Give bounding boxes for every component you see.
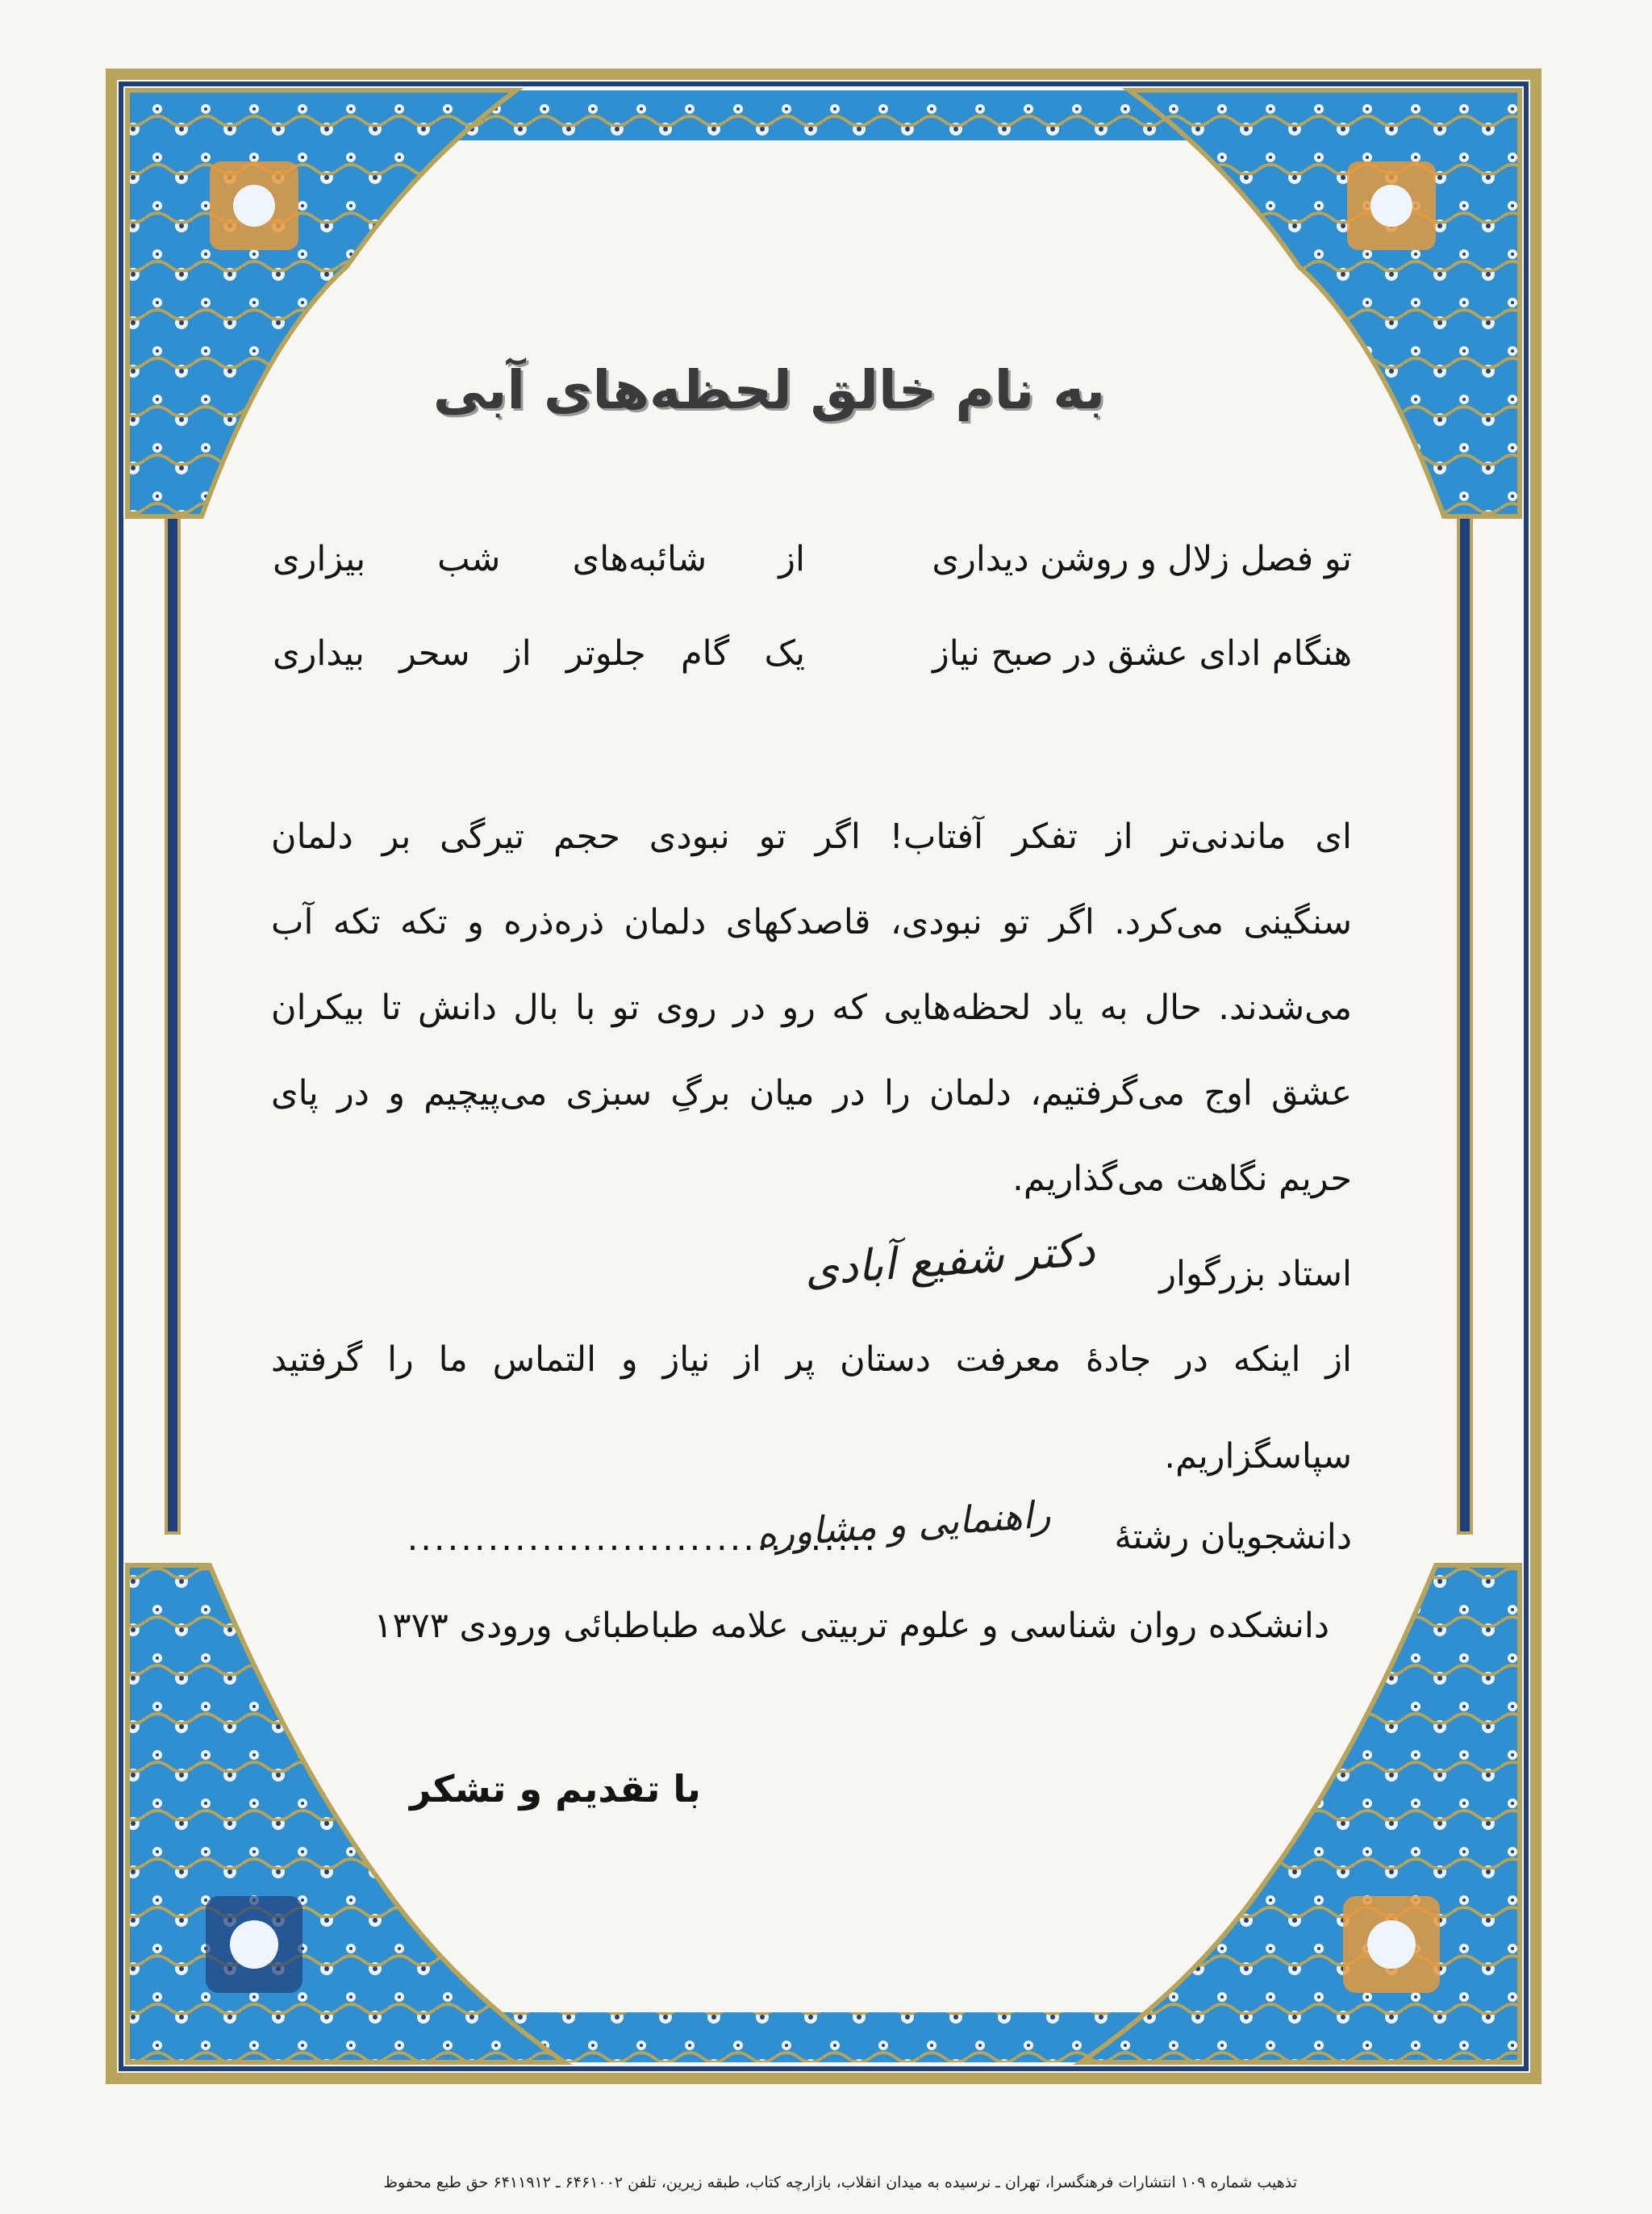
certificate-title: به نام خالق لحظه‌های آبی <box>432 359 1105 421</box>
students-dots: ................................... <box>407 1518 878 1559</box>
corner-ornament-top-left <box>127 90 516 516</box>
paragraph-line-2: سنگینی می‌کرد. اگر تو نبودی، قاصدکهای دلمان ذره‌ذره و تکه تکه آب <box>271 902 1352 942</box>
faculty-line: دانشکده روان شناسی و علوم تربیتی علامه طباطبائی ورودی ۱۳۷۳ <box>373 1606 1329 1646</box>
paragraph-line-4: عشق اوج می‌گرفتیم، دلمان را در میان برگِ سبزی می‌پیچیم و در پای <box>271 1073 1352 1113</box>
thanks-line-2: سپاسگزاریم. <box>1164 1436 1352 1477</box>
paragraph-line-1: ای ماندنی‌تر از تفکر آفتاب! اگر تو نبودی حجم تیرگی بر دلمان <box>271 817 1352 857</box>
verse-2-left: یک گام جلوتر از سحر بیداری <box>273 633 805 674</box>
corner-ornament-top-right <box>1129 90 1520 516</box>
professor-signature-name: دکتر شفیع آبادی <box>803 1224 1097 1296</box>
students-label: دانشجویان رشتهٔ <box>1114 1517 1352 1557</box>
paragraph-line-3: می‌شدند. حال به یاد لحظه‌هایی که رو در روی تو با بال دانش تا بیکران <box>271 988 1352 1028</box>
paragraph-line-5: حریم نگاهت می‌گذاریم. <box>1012 1159 1352 1199</box>
verse-1-left: از شائبه‌های شب بیزاری <box>273 539 805 579</box>
verse-1-right: تو فصل زلال و روشن دیداری <box>932 539 1352 579</box>
verse-2-right: هنگام ادای عشق در صبح نیاز <box>932 633 1352 674</box>
thanks-line-1: از اینکه در جادهٔ معرفت دستان پر از نیاز و التماس ما را گرفتید <box>271 1339 1352 1380</box>
publisher-footer: تذهیب شماره ۱۰۹ انتشارات فرهنگسرا، تهران ـ نرسیده به میدان انقلاب، بازارچه کتاب، طبقه زیرین، تلفن ۶۴۶۱۰۰۲ ـ ۶۴۱۱۹۱۲ حق طبع محفوظ <box>383 2174 1297 2191</box>
professor-label: استاد بزرگوار <box>1159 1254 1352 1294</box>
closing-line: با تقدیم و تشکر <box>410 1767 701 1811</box>
field-handwritten: راهنمایی و مشاوره <box>755 1492 1053 1556</box>
